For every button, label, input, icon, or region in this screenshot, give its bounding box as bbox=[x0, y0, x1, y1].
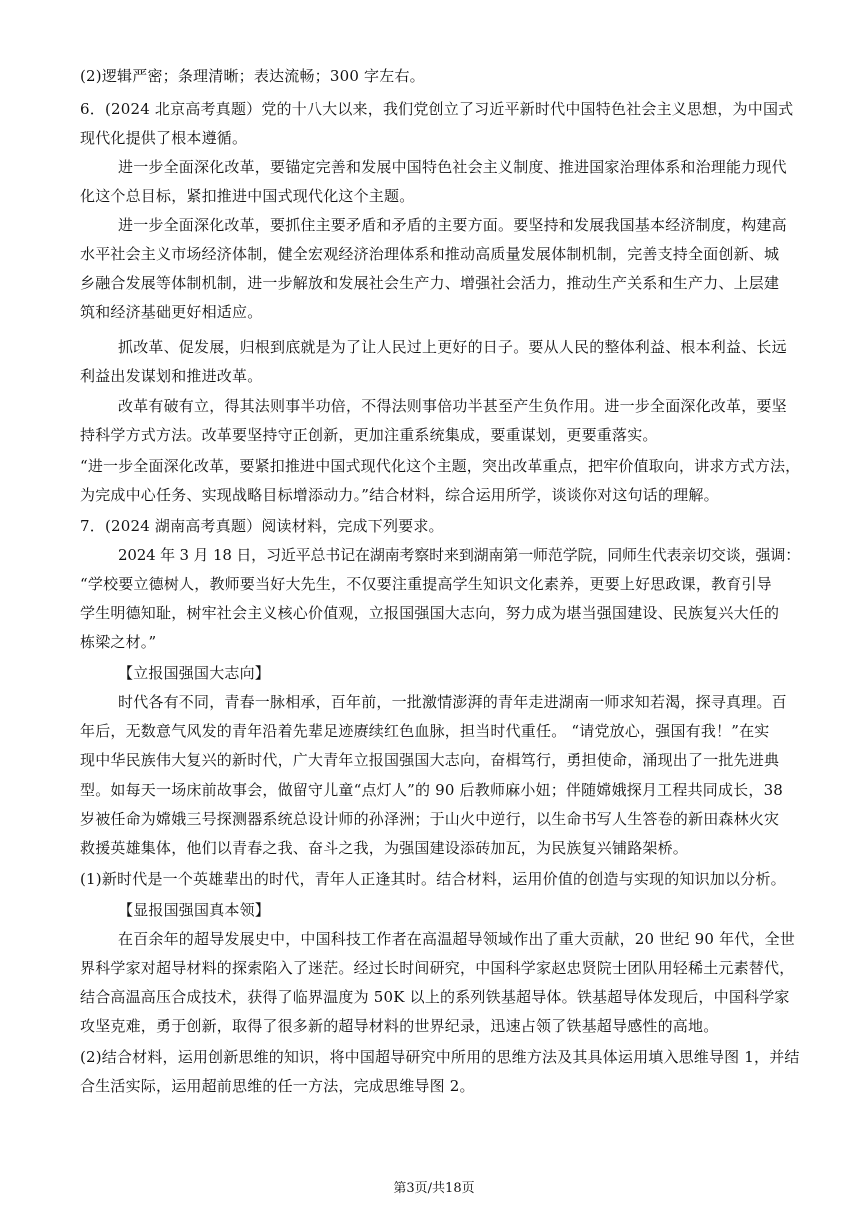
text-line: 化这个总目标，紧扣推进中国式现代化这个主题。 bbox=[80, 187, 415, 205]
text-line: “学校要立德树人，教师要当好大先生，不仅要注重提高学生知识文化素养，更要上好思政课，教育引导 bbox=[80, 575, 772, 593]
text-line: 在百余年的超导发展史中，中国科技工作者在高温超导领域作出了重大贡献，20 世纪 90 年代，全世 bbox=[118, 930, 796, 948]
text-line: 年后，无数意气风发的青年沿着先辈足迹赓续红色血脉，担当时代重任。 “请党放心，强国有我！”在实 bbox=[80, 722, 770, 740]
text-line: 2024 年 3 月 18 日，习近平总书记在湖南考察时来到湖南第一师范学院，同师生代表亲切交谈，强调： bbox=[118, 546, 801, 564]
text-line: (2)逻辑严密；条理清晰；表达流畅；300 字左右。 bbox=[80, 67, 425, 85]
text-line: 学生明德知耻，树牢社会主义核心价值观，立报国强国大志向，努力成为堪当强国建设、民族复兴大任的 bbox=[80, 604, 780, 622]
text-line: 结合高温高压合成技术，获得了临界温度为 50K 以上的系列铁基超导体。铁基超导体发现后，中国科学家 bbox=[80, 988, 790, 1006]
text-line: 现代化提供了根本遵循。 bbox=[80, 129, 248, 147]
text-line: 界科学家对超导材料的探索陷入了迷茫。经过长时间研究，中国科学家赵忠贤院士团队用轻稀土元素替代， bbox=[80, 959, 795, 977]
text-line: 进一步全面深化改革，要抓住主要矛盾和矛盾的主要方面。要坚持和发展我国基本经济制度，构建高 bbox=[118, 216, 787, 234]
sub-question-1: (1)新时代是一个英雄辈出的时代，青年人正逢其时。结合材料，运用价值的创造与实现的知识加以分析。 bbox=[80, 870, 786, 888]
text-line: 型。如每天一场床前故事会，做留守儿童“点灯人”的 90 后教师麻小妞；伴随嫦娥探月工程共同成长，38 bbox=[80, 781, 784, 799]
text-line: “进一步全面深化改革，要紧扣推进中国式现代化这个主题，突出改革重点，把牢价值取向，讲求方式方法， bbox=[80, 457, 801, 475]
text-line: 救援英雄集体，他们以青春之我、奋斗之我，为强国建设添砖加瓦，为民族复兴铺路架桥。 bbox=[80, 839, 689, 857]
page-number: 第3页/共18页 bbox=[393, 1181, 475, 1196]
sub-question-2: (2)结合材料，运用创新思维的知识，将中国超导研究中所用的思维方法及其具体运用填入思维导图 1，并结 bbox=[80, 1048, 800, 1066]
text-line: 时代各有不同，青春一脉相承，百年前，一批激情澎湃的青年走进湖南一师求知若渴，探寻真理。百 bbox=[118, 693, 787, 711]
text-line: 抓改革、促发展，归根到底就是为了让人民过上更好的日子。要从人民的整体利益、根本利益、长远 bbox=[118, 338, 787, 356]
question-6-stem: 6．(2024 北京高考真题）党的十八大以来，我们党创立了习近平新时代中国特色社会主义思想，为中国式 bbox=[80, 100, 794, 118]
text-line: 现中华民族伟大复兴的新时代，广大青年立报国强国大志向，奋楫笃行，勇担使命，涌现出了一批先进典 bbox=[80, 751, 780, 769]
text-line: 乡融合发展等体制机制，进一步解放和发展社会生产力、增强社会活力，推动生产关系和生产力、上层建 bbox=[80, 274, 780, 292]
text-line: 合生活实际，运用超前思维的任一方法，完成思维导图 2。 bbox=[80, 1077, 475, 1095]
text-line: 利益出发谋划和推进改革。 bbox=[80, 367, 263, 385]
text-line: 改革有破有立，得其法则事半功倍，不得法则事倍功半甚至产生负作用。进一步全面深化改革，要坚 bbox=[118, 397, 787, 415]
text-line: 筑和经济基础更好相适应。 bbox=[80, 303, 263, 321]
text-line: 为完成中心任务、实现战略目标增添动力。”结合材料，综合运用所学，谈谈你对这句话的理解。 bbox=[80, 486, 719, 504]
section-heading: 【显报国强国真本领】 bbox=[118, 901, 271, 919]
question-7-stem: 7．(2024 湖南高考真题）阅读材料，完成下列要求。 bbox=[80, 517, 444, 535]
text-line: 栋梁之材。” bbox=[80, 633, 157, 651]
text-line: 水平社会主义市场经济体制，健全宏观经济治理体系和推动高质量发展体制机制，完善支持全面创新、城 bbox=[80, 245, 780, 263]
section-heading: 【立报国强国大志向】 bbox=[118, 664, 271, 682]
text-line: 攻坚克难，勇于创新，取得了很多新的超导材料的世界纪录，迅速占领了铁基超导感性的高地。 bbox=[80, 1017, 719, 1035]
text-line: 持科学方式方法。改革要坚持守正创新，更加注重系统集成，要重谋划，更要重落实。 bbox=[80, 426, 658, 444]
text-line: 进一步全面深化改革，要锚定完善和发展中国特色社会主义制度、推进国家治理体系和治理能力现代 bbox=[118, 158, 787, 176]
text-line: 岁被任命为嫦娥三号探测器系统总设计师的孙泽洲；于山火中逆行，以生命书写人生答卷的新田森林火灾 bbox=[80, 810, 780, 828]
